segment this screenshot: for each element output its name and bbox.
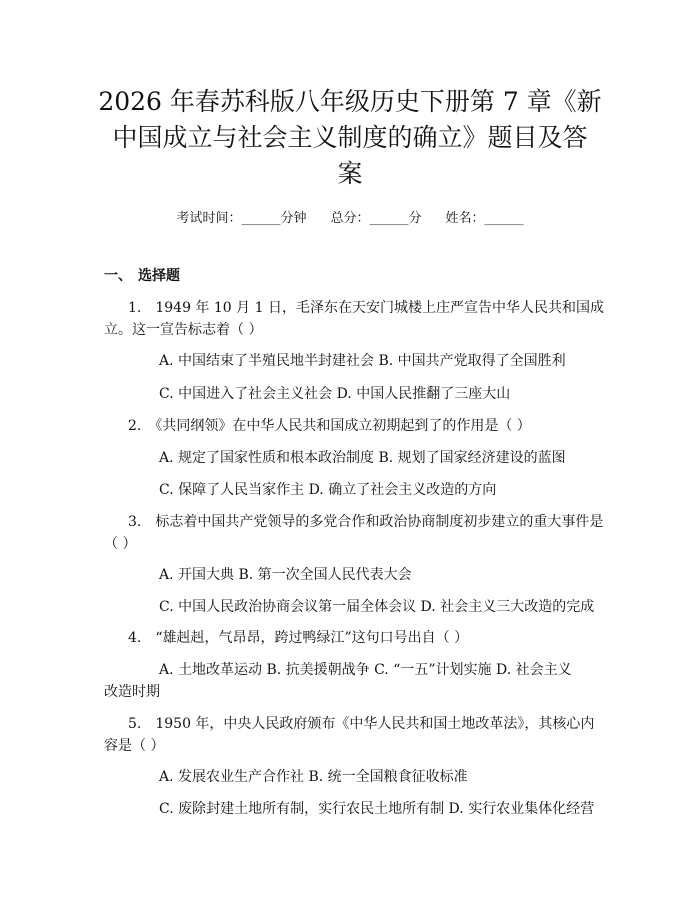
section-title: 选择题 <box>138 268 180 284</box>
question-4-options: A. 土地改革运动 B. 抗美援朝战争 C. “一五”计划实施 D. 社会主义 <box>159 662 572 678</box>
question-2-text: 2. 《共同纲领》在中华人民共和国成立初期起到了的作用是（ ） <box>128 418 531 434</box>
question-5-text-cont: 容是（ ） <box>104 738 165 754</box>
section-number: 一、 <box>104 268 132 284</box>
title-line: 案 <box>337 159 363 188</box>
total-score-field: 总分：______分 <box>330 211 422 226</box>
question-3-options: A. 开国大典 B. 第一次全国人民代表大会 <box>159 567 412 583</box>
question-3-options: C. 中国人民政治协商会议第一届全体会议 D. 社会主义三大改造的完成 <box>159 599 595 615</box>
question-1-text: 1. 1949 年 10 月 1 日，毛泽东在天安门城楼上庄严宣告中华人民共和国成 <box>128 300 604 316</box>
question-2-options: C. 保障了人民当家作主 D. 确立了社会主义改造的方向 <box>159 482 497 498</box>
question-1-options: A. 中国结束了半殖民地半封建社会 B. 中国共产党取得了全国胜利 <box>159 353 566 369</box>
exam-info <box>0 207 700 226</box>
question-3-text: 3. 标志着中国共产党领导的多党合作和政治协商制度初步建立的重大事件是 <box>128 514 604 530</box>
question-1-options: C. 中国进入了社会主义社会 D. 中国人民推翻了三座大山 <box>159 386 511 402</box>
question-5-options: C. 废除封建土地所有制，实行农民土地所有制 D. 实行农业集体化经营 <box>159 801 595 817</box>
question-4-text: 4. “雄赳赳，气昂昂，跨过鸭绿江”这句口号出自（ ） <box>128 630 469 646</box>
student-name-field: 姓名：______ <box>445 211 524 226</box>
question-5-options: A. 发展农业生产合作社 B. 统一全国粮食征收标准 <box>159 769 468 785</box>
question-1-text-cont: 立。这一宣告标志着（ ） <box>104 322 263 338</box>
question-5-text: 5. 1950 年，中央人民政府颁布《中华人民共和国土地改革法》，其核心内 <box>128 716 595 732</box>
question-4-options-cont: 改造时期 <box>104 684 160 700</box>
section-heading <box>104 265 180 285</box>
title-line: 2026 年春苏科版八年级历史下册第 7 章《新 <box>98 87 602 116</box>
question-3-text-cont: （ ） <box>104 536 137 552</box>
question-2-options: A. 规定了国家性质和根本政治制度 B. 规划了国家经济建设的蓝图 <box>159 450 566 466</box>
title-line: 中国成立与社会主义制度的确立》题目及答 <box>112 123 588 152</box>
document-title <box>95 84 605 192</box>
exam-time-field: 考试时间：______分钟 <box>176 211 307 226</box>
